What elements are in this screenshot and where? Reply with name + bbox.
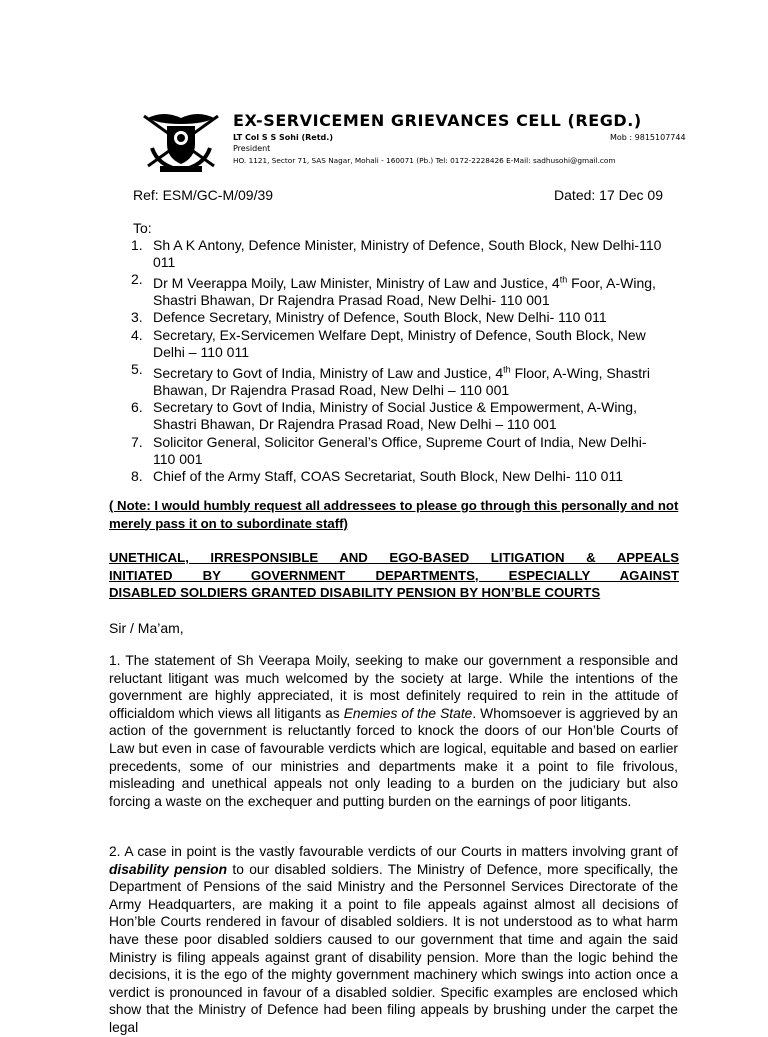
addressee-number: 4. [131,326,143,343]
addressee-item [131,361,671,399]
paragraph-1 [109,652,678,810]
addressee-number: 1. [131,237,143,253]
letterhead-address: HO. 1121, Sector 71, SAS Nagar, Mohali - 160071 (Pb.) Tel: 0172-2228426 E-Mail: sadhusohi@gmail.com [233,156,616,165]
letter-date: Dated: 17 Dec 09 [554,187,663,203]
addressee-item [131,468,671,485]
to-label: To: [133,220,152,236]
addressee-text: Secretary to Govt of India, Ministry of Law and Justice, 4th Floor, A-Wing, Shastri Bhawan, Dr Rajendra Prasad Road, New Delhi – 110 001 [153,364,650,398]
mobile-number: Mob : 9815107744 [610,133,686,142]
paragraph-2-text-a: 2. A case in point is the vastly favourable verdicts of our Courts in matters involving grant of [109,844,678,859]
president-role: President [233,144,271,153]
salutation: Sir / Ma’am, [109,620,184,636]
addressee-text: Secretary, Ex-Servicemen Welfare Dept, Ministry of Defence, South Block, New Delhi – 110 011 [153,326,646,360]
subject-line-2: INITIATED BY GOVERNMENT DEPARTMENTS, ESPECIALLY AGAINST [109,567,679,583]
addressee-text: Defence Secretary, Ministry of Defence, South Block, New Delhi- 110 011 [153,309,607,326]
addressee-text: Secretary to Govt of India, Ministry of Social Justice & Empowerment, A-Wing, Shastri Bhawan, Dr Rajendra Prasad Road, New Delhi – 110 001 [153,399,637,433]
emblem-crossed-swords-icon [134,108,228,174]
addressee-text: Chief of the Army Staff, COAS Secretariat, South Block, New Delhi- 110 011 [153,467,623,484]
addressee-number: 6. [131,399,143,416]
note-text: ( Note: I would humbly request all addressees to please go through this personally and not merely pass it on to subordinate staff) [109,498,679,531]
subject-line-1: UNETHICAL, IRRESPONSIBLE AND EGO-BASED LITIGATION & APPEALS [109,550,679,565]
paragraph-2-text-b: to our disabled soldiers. The Ministry of Defence, more specifically, the Department of Pensions of the said Ministry and the Personnel Services Directorate of the Army Headquarters, are making it a point to file appeals against almost all decisions of Hon’ble Courts rendered in favour of disabled soldiers. It is not understood as to what harm have these poor disabled soldiers caused to our government that time and again the said Ministry is filing appeals against grant of disability pension. More than the logic behind the decisions, it is the ego of the mighty government machinery which swings into action once a verdict is pronounced in favour of a disabled soldier. Specific examples are enclosed which show that the Ministry of Defence had been filing appeals by brushing under the carpet the legal [109,861,678,1035]
addressee-text: Sh A K Antony, Defence Minister, Ministry of Defence, South Block, New Delhi-110 011 [153,237,662,271]
reference-number: Ref: ESM/GC-M/09/39 [133,187,274,203]
president-name: LT Col S S Sohi (Retd.) [233,133,333,142]
addressee-item [131,271,671,309]
addressee-text: Dr M Veerappa Moily, Law Minister, Ministry of Law and Justice, 4th Foor, A-Wing, Shastri Bhawan, Dr Rajendra Prasad Road, New Delhi- 110 001 [153,274,656,309]
paragraph-1-text-a: 1. The statement of Sh Veerapa Moily, seeking to make our government a responsible and reluctant litigant was much welcomed by the society at large. While the intentions of the government are highly appreciated, it is most definitely required to rein in the attitude of officialdom which views all litigants as [109,653,678,721]
paragraph-1-emphasis: Enemies of the State [343,705,473,721]
addressee-item [131,399,671,433]
addressee-item [131,237,671,271]
paragraph-2-emphasis: disability pension [109,861,228,877]
addressee-number: 8. [131,467,143,484]
organization-title: EX-SERVICEMEN GRIEVANCES CELL (REGD.) [233,111,642,130]
addressee-number: 7. [131,433,143,450]
addressee-text: Solicitor General, Solicitor General’s Office, Supreme Court of India, New Delhi- 110 001 [153,433,647,467]
paragraph-1-text-b: . Whomsoever is aggrieved by an action of the government is reluctantly forced to knock the doors of our Hon’ble Courts of Law but even in case of favourable verdicts which are logical, equitable and based on earlier precedents, some of our ministries and departments make it a point to file frivolous, misleading and unethical appeals not only leading to a burden on the judiciary but also forcing a waste on the exchequer and putting burden on the earnings of poor litigants. [109,705,678,809]
addressee-item [131,434,671,468]
addressee-item [131,309,671,326]
addressee-number: 5. [131,361,143,378]
subject-line-3: DISABLED SOLDIERS GRANTED DISABILITY PENSION BY HON’BLE COURTS [109,585,601,600]
addressee-list [131,237,671,485]
subject-heading [109,549,679,602]
addressee-number: 2. [131,271,143,288]
addressee-number: 3. [131,309,143,326]
paragraph-2 [109,843,678,1037]
addressee-item [131,327,671,361]
